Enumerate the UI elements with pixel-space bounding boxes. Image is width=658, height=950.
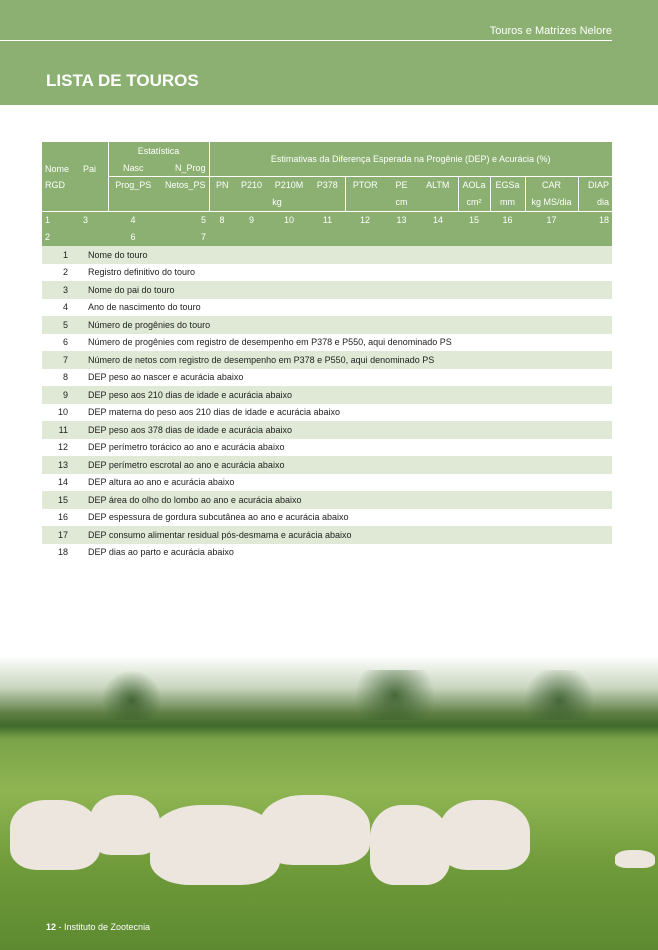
num: 17 — [546, 215, 557, 226]
legend-text: DEP perímetro torácico ao ano e acurácia abaixo — [88, 442, 285, 453]
legend-text: DEP materna do peso aos 210 dias de idade e acurácia abaixo — [88, 407, 341, 418]
trait: PTOR — [345, 177, 385, 194]
legend-text: DEP área do olho do lombo ao ano e acurácia abaixo — [88, 494, 302, 505]
legend-row — [42, 264, 612, 282]
trait: DIAP — [578, 177, 612, 194]
column-key-table — [42, 142, 612, 246]
num: 13 — [396, 215, 407, 226]
col-nome: Nome — [45, 163, 70, 174]
legend-text: DEP altura ao ano e acurácia abaixo — [88, 477, 235, 488]
legend-row — [42, 544, 612, 562]
col-n-prog: N_Prog — [174, 162, 206, 173]
legend-text: DEP consumo alimentar residual pós-desmama e acurácia abaixo — [88, 529, 352, 540]
legend-text: DEP dias ao parto e acurácia abaixo — [88, 547, 234, 558]
legend-row — [42, 439, 612, 457]
legend-row — [42, 526, 612, 544]
col-pai: Pai — [83, 163, 97, 174]
col-estatistica: Estatística — [108, 142, 209, 159]
legend-number: 14 — [57, 477, 68, 488]
num: 3 — [83, 215, 89, 226]
divider — [0, 40, 612, 41]
col-rgd: RGD — [45, 180, 65, 191]
trait: P210 — [235, 177, 268, 194]
legend-row — [42, 404, 612, 422]
legend-row — [42, 491, 612, 509]
trait: P378 — [310, 177, 345, 194]
legend-row — [42, 456, 612, 474]
unit: mm — [490, 194, 525, 211]
legend-text: Número de netos com registro de desempenho em P378 e P550, aqui denominado PS — [88, 354, 435, 365]
num: 15 — [468, 215, 479, 226]
num: 8 — [219, 215, 225, 226]
legend-number: 13 — [57, 459, 68, 470]
legend-text: Registro definitivo do touro — [88, 267, 196, 278]
legend-row — [42, 509, 612, 527]
running-head: Touros e Matrizes Nelore — [489, 25, 612, 37]
legend-row — [42, 334, 612, 352]
legend-text: Nome do pai do touro — [88, 284, 175, 295]
legend-text: DEP peso aos 210 dias de idade e acurácia abaixo — [88, 389, 292, 400]
num: 2 — [45, 232, 51, 243]
cattle-pasture-photo — [0, 630, 658, 950]
num: 14 — [432, 215, 443, 226]
unit: cm² — [458, 194, 490, 211]
legend-number: 6 — [62, 337, 68, 348]
trait: EGSa — [490, 177, 525, 194]
num: 1 — [45, 215, 51, 226]
page-footer — [46, 922, 150, 932]
num: 11 — [322, 215, 333, 226]
legend-row — [42, 369, 612, 387]
col-prog-ps: Prog_PS — [108, 177, 158, 194]
legend-text: DEP espessura de gordura subcutânea ao ano e acurácia abaixo — [88, 512, 349, 523]
legend-number: 9 — [62, 389, 68, 400]
unit: cm — [345, 194, 458, 211]
legend-text: Número de progênies com registro de desempenho em P378 e P550, aqui denominado PS — [88, 337, 452, 348]
trait: ALTM — [418, 177, 458, 194]
num: 4 — [130, 215, 136, 226]
legend-number: 10 — [57, 407, 68, 418]
col-netos-ps: Netos_PS — [158, 177, 209, 194]
legend-number: 18 — [57, 547, 68, 558]
legend-number: 1 — [62, 249, 68, 260]
legend-row — [42, 351, 612, 369]
trait: PE — [385, 177, 418, 194]
legend-number: 2 — [62, 267, 68, 278]
trait: P210M — [268, 177, 310, 194]
num: 10 — [283, 215, 294, 226]
legend-list — [42, 246, 612, 561]
legend-number: 7 — [62, 354, 68, 365]
legend-number: 4 — [62, 302, 68, 313]
header-band — [0, 0, 658, 105]
legend-number: 16 — [57, 512, 68, 523]
num: 7 — [200, 232, 206, 243]
legend-row — [42, 281, 612, 299]
legend-number: 15 — [57, 494, 68, 505]
legend-row — [42, 421, 612, 439]
legend-row — [42, 386, 612, 404]
legend-number: 11 — [58, 424, 68, 435]
unit: kg MS/dia — [525, 194, 578, 211]
legend-text: Ano de nascimento do touro — [88, 302, 201, 313]
num: 6 — [130, 232, 136, 243]
legend-text: Nome do touro — [88, 249, 148, 260]
num: 16 — [502, 215, 513, 226]
legend-number: 17 — [57, 529, 68, 540]
col-nasc: Nasc — [108, 159, 158, 176]
legend-number: 8 — [62, 372, 68, 383]
trait: CAR — [525, 177, 578, 194]
legend-text: DEP peso ao nascer e acurácia abaixo — [88, 372, 244, 383]
legend-row — [42, 246, 612, 264]
legend-text: DEP perímetro escrotal ao ano e acurácia abaixo — [88, 459, 285, 470]
legend-row — [42, 474, 612, 492]
legend-row — [42, 299, 612, 317]
num: 18 — [598, 215, 609, 226]
trait: PN — [209, 177, 235, 194]
col-dep-title: Estimativas da Diferença Esperada na Progênie (DEP) e Acurácia (%) — [209, 142, 612, 177]
legend-text: DEP peso aos 378 dias de idade e acurácia abaixo — [88, 424, 292, 435]
page-number: 12 — [46, 922, 57, 932]
page-title: LISTA DE TOUROS — [46, 71, 199, 90]
num: 9 — [248, 215, 254, 226]
legend-number: 12 — [57, 442, 68, 453]
num: 12 — [359, 215, 370, 226]
trait: AOLa — [458, 177, 490, 194]
footer-text: - Instituto de Zootecnia — [56, 922, 151, 932]
legend-number: 3 — [62, 284, 68, 295]
num: 5 — [200, 215, 206, 226]
unit: kg — [209, 194, 345, 211]
legend-row — [42, 316, 612, 334]
legend-text: Número de progênies do touro — [88, 319, 211, 330]
unit: dia — [578, 194, 612, 211]
legend-number: 5 — [62, 319, 68, 330]
